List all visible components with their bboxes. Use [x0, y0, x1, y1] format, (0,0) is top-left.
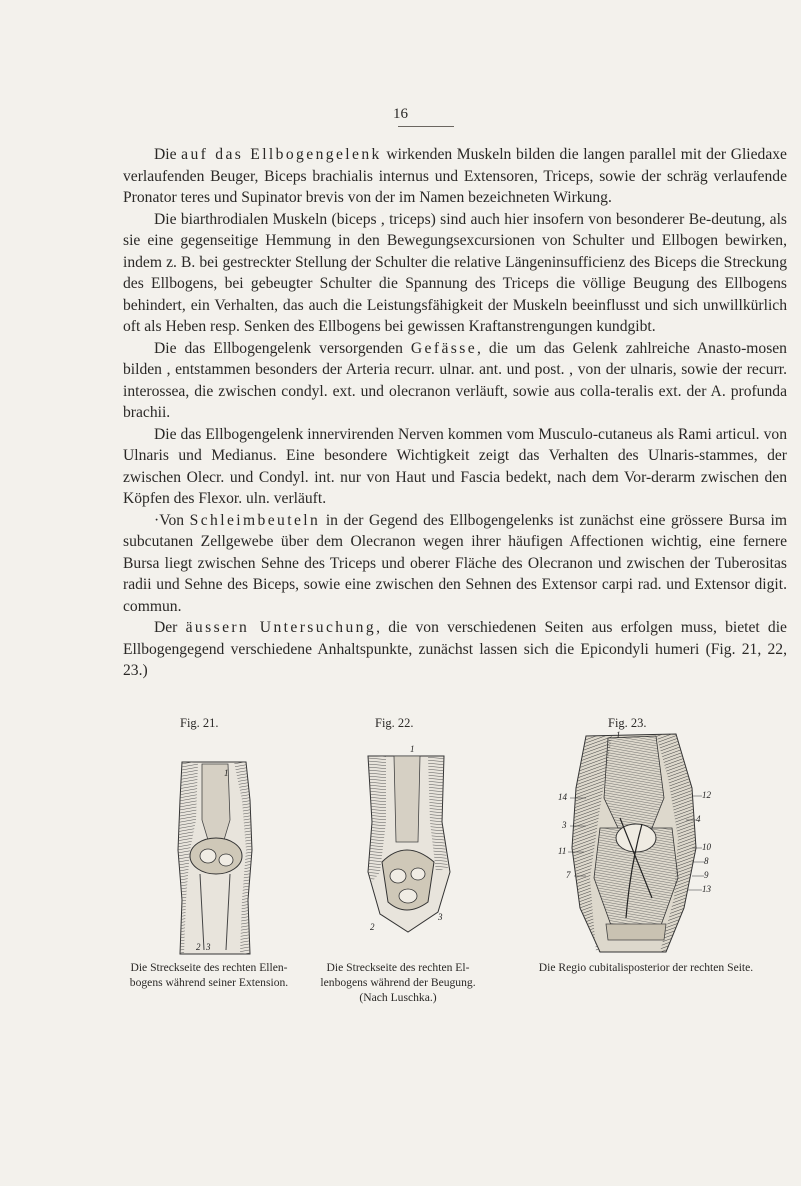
paragraph-text: ·Von: [154, 511, 190, 529]
paragraph-text: Die das Ellbogengelenk innervirenden Nerven kommen vom Musculo-cutaneus als Rami articul. von Ulnaris und Medianus. Eine besondere Wichtigkeit zeigt das Verhalten des Ulnaris-stammes, der zwischen Olecr. und Condyl. int. nur von Haut und Fascia bedekt, nach dem Vor-derarm zwischen den Köpfen des Flexor. uln. verläuft.: [123, 425, 787, 507]
spaced-emphasis: Schleimbeuteln: [189, 511, 321, 529]
figure-22-callout-3: 3: [438, 912, 443, 922]
figure-23-callout-12: 12: [702, 790, 711, 800]
paragraph-text: , die von verschiedenen Seiten aus erfolgen muss, bietet die Ellbogengegend verschiedene Anhaltspunkte, zunächst lassen sich die Epicondyli humeri (Fig. 21, 22, 23.): [123, 619, 787, 679]
page-number-rule: [398, 126, 454, 127]
paragraph-text: , die um das Gelenk zahlreiche Anasto-mosen bilden , entstammen besonders der Arteria recurr. ulnar. ant. und post. , von der ulnaris, sowie der recurr. interossea, die zwischen condyl. ext. und olecranon verläuft, sowie aus colla-teralis ext. der A. profunda brachii.: [123, 339, 787, 421]
figure-23-callout-14: 14: [558, 792, 567, 802]
paragraph-untersuchung: [123, 617, 787, 682]
paragraph-text: Die: [154, 146, 182, 163]
paragraph-biarthrodial: [123, 209, 787, 338]
figure-22-caption: Die Streckseite des rechten El-lenbogens während der Beugung. (Nach Luschka.): [320, 961, 476, 1004]
figure-21-callout-3: 3: [206, 942, 211, 952]
figure-23-callout-8: 8: [704, 856, 709, 866]
paragraph-text: Der: [154, 619, 186, 636]
figure-22-label: Fig. 22.: [375, 716, 414, 730]
figure-23-label: Fig. 23.: [608, 716, 647, 730]
figure-23-callout-13: 13: [702, 884, 711, 894]
paragraph-muskeln: [123, 144, 787, 209]
paragraph-text: Die biarthrodialen Muskeln (biceps , triceps) sind auch hier insofern von besonderer Be-deutung, als sie eine gegenseitige Hemmung in den Bewegungsexcursionen von Schulter und Ellbogen bewirken, indem z. B. bei gestreckter Stellung der Schulter die relative Längeninsufficienz des Biceps die Streckung des Ellbogens, bei gebeugter Schulter die Spannung des Triceps die völlige Beugung des Ellbogens behindert, ein Verhalten, das auch die Leistungsfähigkeit der Muskeln beeinflusst und sich unwillkürlich oft als Heben resp. Senken des Ellbogens bei gewissen Kraftanstrengungen kundgibt.: [123, 210, 787, 335]
paragraph-text: wirkenden Muskeln bilden die langen parallel mit der Gliedaxe verlaufenden Beuger, Biceps brachialis internus und Extensoren, Triceps, sowie der schräg verlaufende Pronator teres und Supinator brevis von der im Namen bezeichneten Wirkung.: [123, 146, 787, 206]
figure-22-callout-2: 2: [370, 922, 375, 932]
paragraph-text: Die das Ellbogengelenk versorgenden: [154, 339, 411, 357]
body-text: [123, 144, 787, 682]
paragraph-schleimbeutel: [123, 510, 787, 618]
figure-21-callout-1: 1: [224, 768, 229, 778]
figure-23-callout-11: 11: [558, 846, 567, 856]
paragraph-gefaesse: [123, 338, 787, 424]
paragraph-nerven: [123, 424, 787, 510]
figure-21-caption: Die Streckseite des rechten Ellen-bogens während seiner Extension.: [129, 961, 289, 989]
figure-23-callout-4: 4: [696, 814, 701, 824]
figure-23-callout-10: 10: [702, 842, 711, 852]
figure-21-elbow-illustration: [168, 760, 264, 956]
figure-21-label: Fig. 21.: [180, 716, 219, 730]
figure-23-callout-9: 9: [704, 870, 709, 880]
paragraph-text: in der Gegend des Ellbogengelenks ist zunächst eine grössere Bursa im subcutanen Zellgewebe über dem Olecranon wegen ihrer häufigen Affectionen wichtig, eine fernere Bursa liegt zwischen Sehne des Triceps und oberer Fläche des Olecranon und zwischen der Tuberositas radii und Sehne des Biceps, sowie eine zwischen den Sehnen des Extensor carpi rad. und Extensor digit. commun.: [123, 511, 787, 615]
spaced-emphasis: auf das Ellbogengelenk: [181, 146, 382, 163]
spaced-emphasis: Gefässe: [410, 339, 478, 357]
spaced-emphasis: äussern Untersuchung: [185, 619, 377, 636]
figure-23-dissection-illustration: [556, 728, 716, 956]
figure-22-callout-1: 1: [410, 744, 415, 754]
figure-23-callout-1: 1: [616, 730, 621, 740]
page-number: 16: [393, 106, 408, 122]
figure-23-caption: Die Regio cubitalisposterior der rechten Seite.: [538, 961, 754, 974]
figure-23-callout-3: 3: [562, 820, 567, 830]
figure-21-callout-2: 2: [196, 942, 201, 952]
figure-23-callout-7: 7: [566, 870, 571, 880]
figure-22-elbow-illustration: [360, 742, 454, 938]
